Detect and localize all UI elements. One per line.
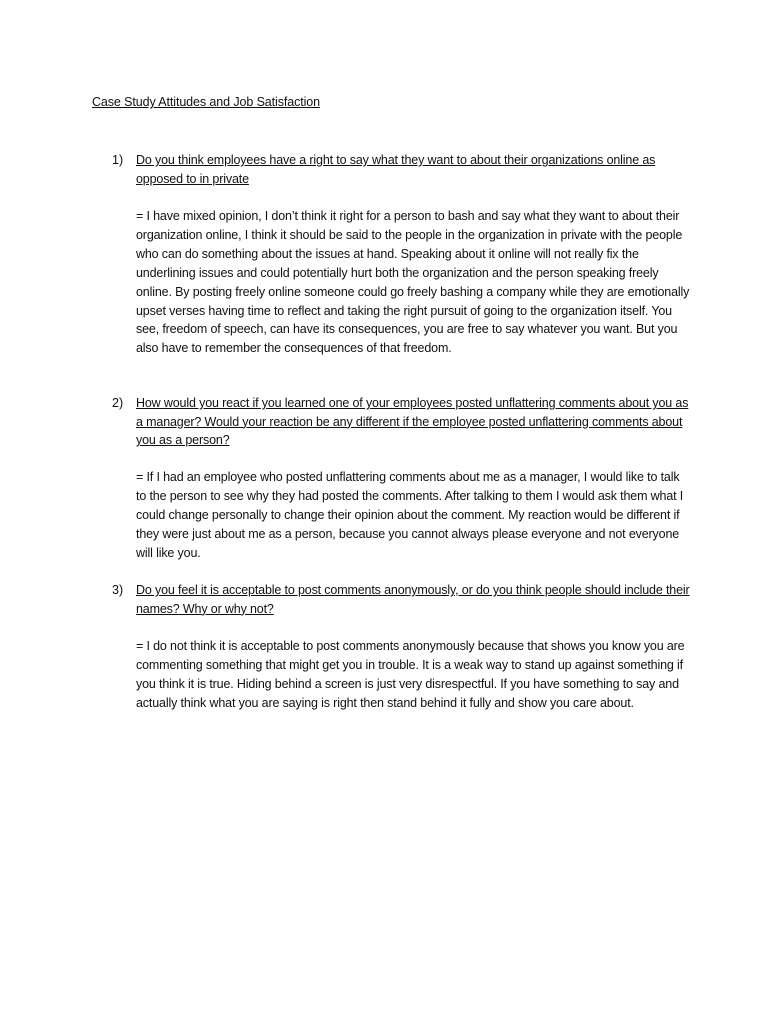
document-title: Case Study Attitudes and Job Satisfaction (92, 95, 320, 109)
question-text: Do you feel it is acceptable to post comments anonymously, or do you think people should include their names? Why or why not? (136, 583, 690, 616)
question-text: How would you react if you learned one of your employees posted unflattering comments about you as a manager? Would your reaction be any different if the employee posted unflattering comments about you as a person? (136, 396, 689, 448)
question-text: Do you think employees have a right to say what they want to about their organizations online as opposed to in private (136, 153, 656, 186)
question-number: 3) (112, 583, 124, 597)
answer-text: = I do not think it is acceptable to post comments anonymously because that shows you know you are commenting something that might get you in trouble. It is a weak way to stand up against something if you think it is true. Hiding behind a screen is just very disrespectful. If you have something to say and actually think what you are saying is right then stand behind it fully and show you care about. (136, 639, 685, 710)
answer-text: = If I had an employee who posted unflattering comments about me as a manager, I would like to talk to the person to see why they had posted the comments. After talking to them I would ask them what I could change personally to change their opinion about the comment. My reaction would be different if they were just about me as a person, because you cannot always please everyone and not everyone will like you. (136, 470, 684, 560)
answer-text: = I have mixed opinion, I don’t think it right for a person to bash and say what they want to about their organization online, I think it should be said to the people in the organization in private with the people who can do something about the issues at hand. Speaking about it online will not really fix the underlining issues and could potentially hurt both the organization and the person speaking freely online. By posting freely online someone could go freely bashing a company while they are emotionally upset verses having time to reflect and taking the right pursuit of going to the organization itself. You see, freedom of speech, can have its consequences, you are free to say whatever you want. But you also have to remember the consequences of that freedom. (136, 209, 690, 356)
question-number: 1) (112, 153, 124, 167)
question-number: 2) (112, 396, 124, 410)
